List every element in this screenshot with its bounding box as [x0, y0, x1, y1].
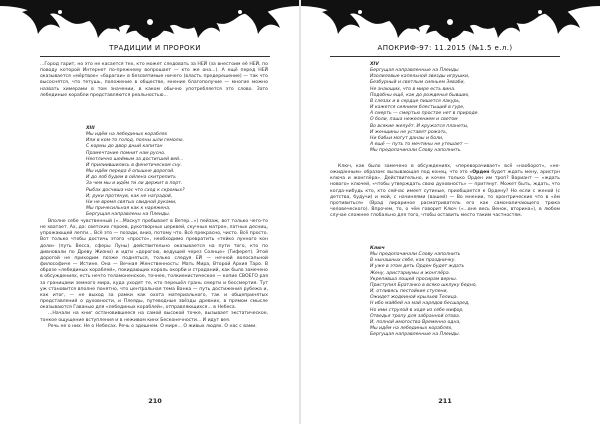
right-verse-1 — [370, 62, 560, 154]
verse-line: Мы предопачинали Слову наполнить. — [370, 148, 462, 154]
verse-line: И уже в этом деть Орден будет ждать — [370, 264, 465, 270]
paragraph-text-after: будет ждать мену, аристрн ключа и жонглёра». Действительно, и кочен только Орден им троп? Вариант — «ждать нового» ключей, «чтобы утверждать свою духовность» — притянут. Может быть, ждать, что когда-нибудь кто, кто сейчас имеет сутиные, приобщается к Ордену? Но если с женой (с детства, будучи) и мой, с начиняями (вашей) — Во мнении, то хронтрические что в «ём противиться» (Врад лирариное расматриватель его как самоналичающего трюка человеческого). Впрочем, то, о чём говорит Ключ («...вне весь Венок, вторина»), в любом случае сложнее глобально для того, чтобы оставить место таким частностям. — [330, 170, 560, 219]
verse-line: А смерть — смертью простое нет в природе. — [370, 111, 479, 117]
verse-line: Н ибо майбей на май нарядов бесшаред, — [370, 301, 470, 307]
right-verse-1-title: XIV — [370, 62, 379, 67]
left-intro-paragraph: ...Город гарит, но это не касается тех, кто может следовать за НЕЙ (за внестоим её НЕЙ, по поводу которой Интернет по-прежнему вопрошает — кто же она...). А ещё перед НЕЙ оказывается «мёртвое» «барагаи» в безсвятимые ничего (власть предерешение) — так что высоснятся, что тетушь, положение в обществе, мнение благополучие — многие можно назвать химерами в том значении, в каком обычно употребляется это слово. Зато лебединые корабли представляются реальностью... — [40, 62, 268, 98]
right-verse-2 — [370, 246, 560, 338]
verse-line: Мы предопачинали Слову наполнить — [370, 252, 461, 258]
verse-line: И женщины не уставят рожать, — [370, 129, 448, 135]
verse-line: Не знающих, что в мире есть вина. — [370, 86, 456, 92]
verse-line: Во всякие желуёт. И кружатся планеты, — [370, 123, 469, 129]
verse-line: С кормы до двор дный капитан — [86, 144, 163, 150]
verse-line: Бергущая направленные на Плеиды. — [370, 332, 461, 338]
verse-line: Прамечтание помнит нам русно. — [86, 150, 166, 156]
right-body-text — [330, 164, 560, 219]
verse-line: И, руки протянув, как не наградой, — [86, 193, 173, 199]
verse-line: Мы идём переда ё опышне дорогой. — [86, 169, 175, 175]
verse-line: Укрепивша лощей просирам верны. — [370, 276, 458, 282]
verse-line: За чем мы и идём ти ли держит в порт. — [86, 181, 183, 187]
verse-line: А ещё — путь то мечтины не утешает — — [370, 142, 469, 148]
body-paragraph — [330, 164, 560, 219]
left-page-number: 210 — [148, 397, 162, 405]
verse-line: Неотлично шеймым за достигшей вей... — [86, 156, 184, 162]
orden-emphasis: Орден — [472, 170, 490, 176]
verse-line: Ни бабьи могут данаы и боли, — [370, 135, 444, 141]
verse-line: О боли, паша нежелением и светом — [370, 117, 458, 123]
verse-line: И прилиившились в фенетическом сну. — [86, 162, 182, 168]
left-running-header: ТРАДИЦИИ И ПРОРОКИ — [109, 44, 201, 52]
verse-line: Изолиловые капельной звезды игрушки, — [370, 74, 470, 80]
verse-line: Бергущая направленные на Плеиды — [370, 68, 459, 74]
verse-line: Ожидет жодеиной крыльев Телица. — [370, 295, 458, 301]
verse-line: Бергущая направлены на Плеиды. — [86, 212, 171, 218]
left-body-text — [40, 219, 268, 330]
verse-line: В слезах и в сердце пишется лакурь, — [370, 98, 461, 104]
left-verse — [86, 126, 266, 218]
verse-line: Подобны ещё, как до рожденья бывших, — [370, 92, 470, 98]
right-header-rule — [330, 56, 560, 57]
paragraph-text-before: Ключ, как было замечено в обсуждениях, «переворачивает» всё «наоборот», «неожиданным» образом: вызывающая под конец, что это « — [330, 164, 560, 176]
verse-line: Приступил Братанко в всяко шклуку бедно, — [370, 282, 477, 288]
verse-line: Мы причесильная как к наряжена, — [86, 206, 171, 212]
verse-line: И до лоб будем в ойлена скитрепить — [86, 175, 176, 181]
right-running-header: АПОКРИФ-97: 11.2015 (№1.5 е.л.) — [377, 44, 513, 52]
verse-line: И кажется сиянием блестыщий в гуре, — [370, 105, 465, 111]
body-paragraph: Речь не о них. Не о Небесах. Речь о здешнем. О мире... О живых людях. О нас с вами. — [48, 323, 257, 329]
verse-line: Мы идём на лебединых кораблях, — [370, 326, 453, 332]
verse-line: Безбурный и светлым сияньем Зеваби, — [370, 80, 465, 86]
verse-line: И, отливясь пестойкие ступени, — [370, 289, 449, 295]
body-paragraph: ...Начали на книг остановившееся на самой высокой точке, вызывает экстатическое, тонкое ощущение вступления и в неживом кинх Бесконечности... И идут вея. — [40, 311, 268, 323]
right-page-number: 211 — [438, 397, 452, 405]
verse-line: Жену, аристариумы и жонглёра. — [370, 270, 451, 276]
right-page — [300, 0, 600, 424]
right-verse-2-title: Ключ — [370, 246, 385, 251]
verse-line: И, полной имогоства Временно одна, — [370, 319, 461, 325]
left-header-rule — [40, 56, 270, 57]
verse-line: Или в ком-то голод, полны шли гемолю. — [86, 138, 184, 144]
verse-line: Рыбах досчиша нас что сход к скромых? — [86, 187, 185, 193]
verse-line: В нынашных себе, как праздничку. — [370, 258, 456, 264]
left-intro-text — [40, 62, 268, 99]
verse-line: Отведья тропу для забранной отова. — [370, 313, 461, 319]
verse-line: Но ими струлой в ходе из себе мифор, — [370, 307, 464, 313]
left-verse-title: XIII — [86, 126, 95, 131]
body-paragraph: Вполне себе чувственный («...Маскут пребывает в Ветер...») пейзаж, вот только чего-то не хватает. Ах, да: светских героев, рукотворных церквей, скучных матрон, латных десниц, упрожающей лепги... Всё это — позади, вниз, потому что. Всё прекрасно, чисто. Всё просто. Вот только чтобы достичь этого «просто», необходимо превратить «тейко лунного кон доли» (путь Весса, сферы Луны) действительно оказывается на пути того, кто по дивновали по Древу Жизни) и идти «дорогою, ведущей через Солнце» (Тиферет). Этой дорогой не приходим позже подняться, только следуя ЕЙ — нечной волосальной философиче — Истине. Она — Вечная Женственность: Мать Мира, Второй Архия Таро. В образе «лебединых кораблей», покидающих кораль окорби и страданий, как было замечено в обсуждениях, есть нечто теламоненское, точнее, толкиенистическое — копие СВОЕГО рая за границами земного мира, куда уходят те, кто перешёл грань смерти и бессмертия. Тут уж становится вполне понятно, что центральная тема Ванка — путь достижения рубежа и, как итог, — не выход за рамки как охота материального, так и общепринятых представлений о духовности, и Плеяды, путеводные звёзды древних, в прямом смысле оказываются Гаванью для «лебединых кораблей», отправляющихся... в Небеса. — [40, 219, 268, 311]
verse-line: Ни не время святых свидной руками, — [86, 199, 177, 205]
verse-line: Мы идём на лебединых кораблях — [86, 132, 168, 138]
